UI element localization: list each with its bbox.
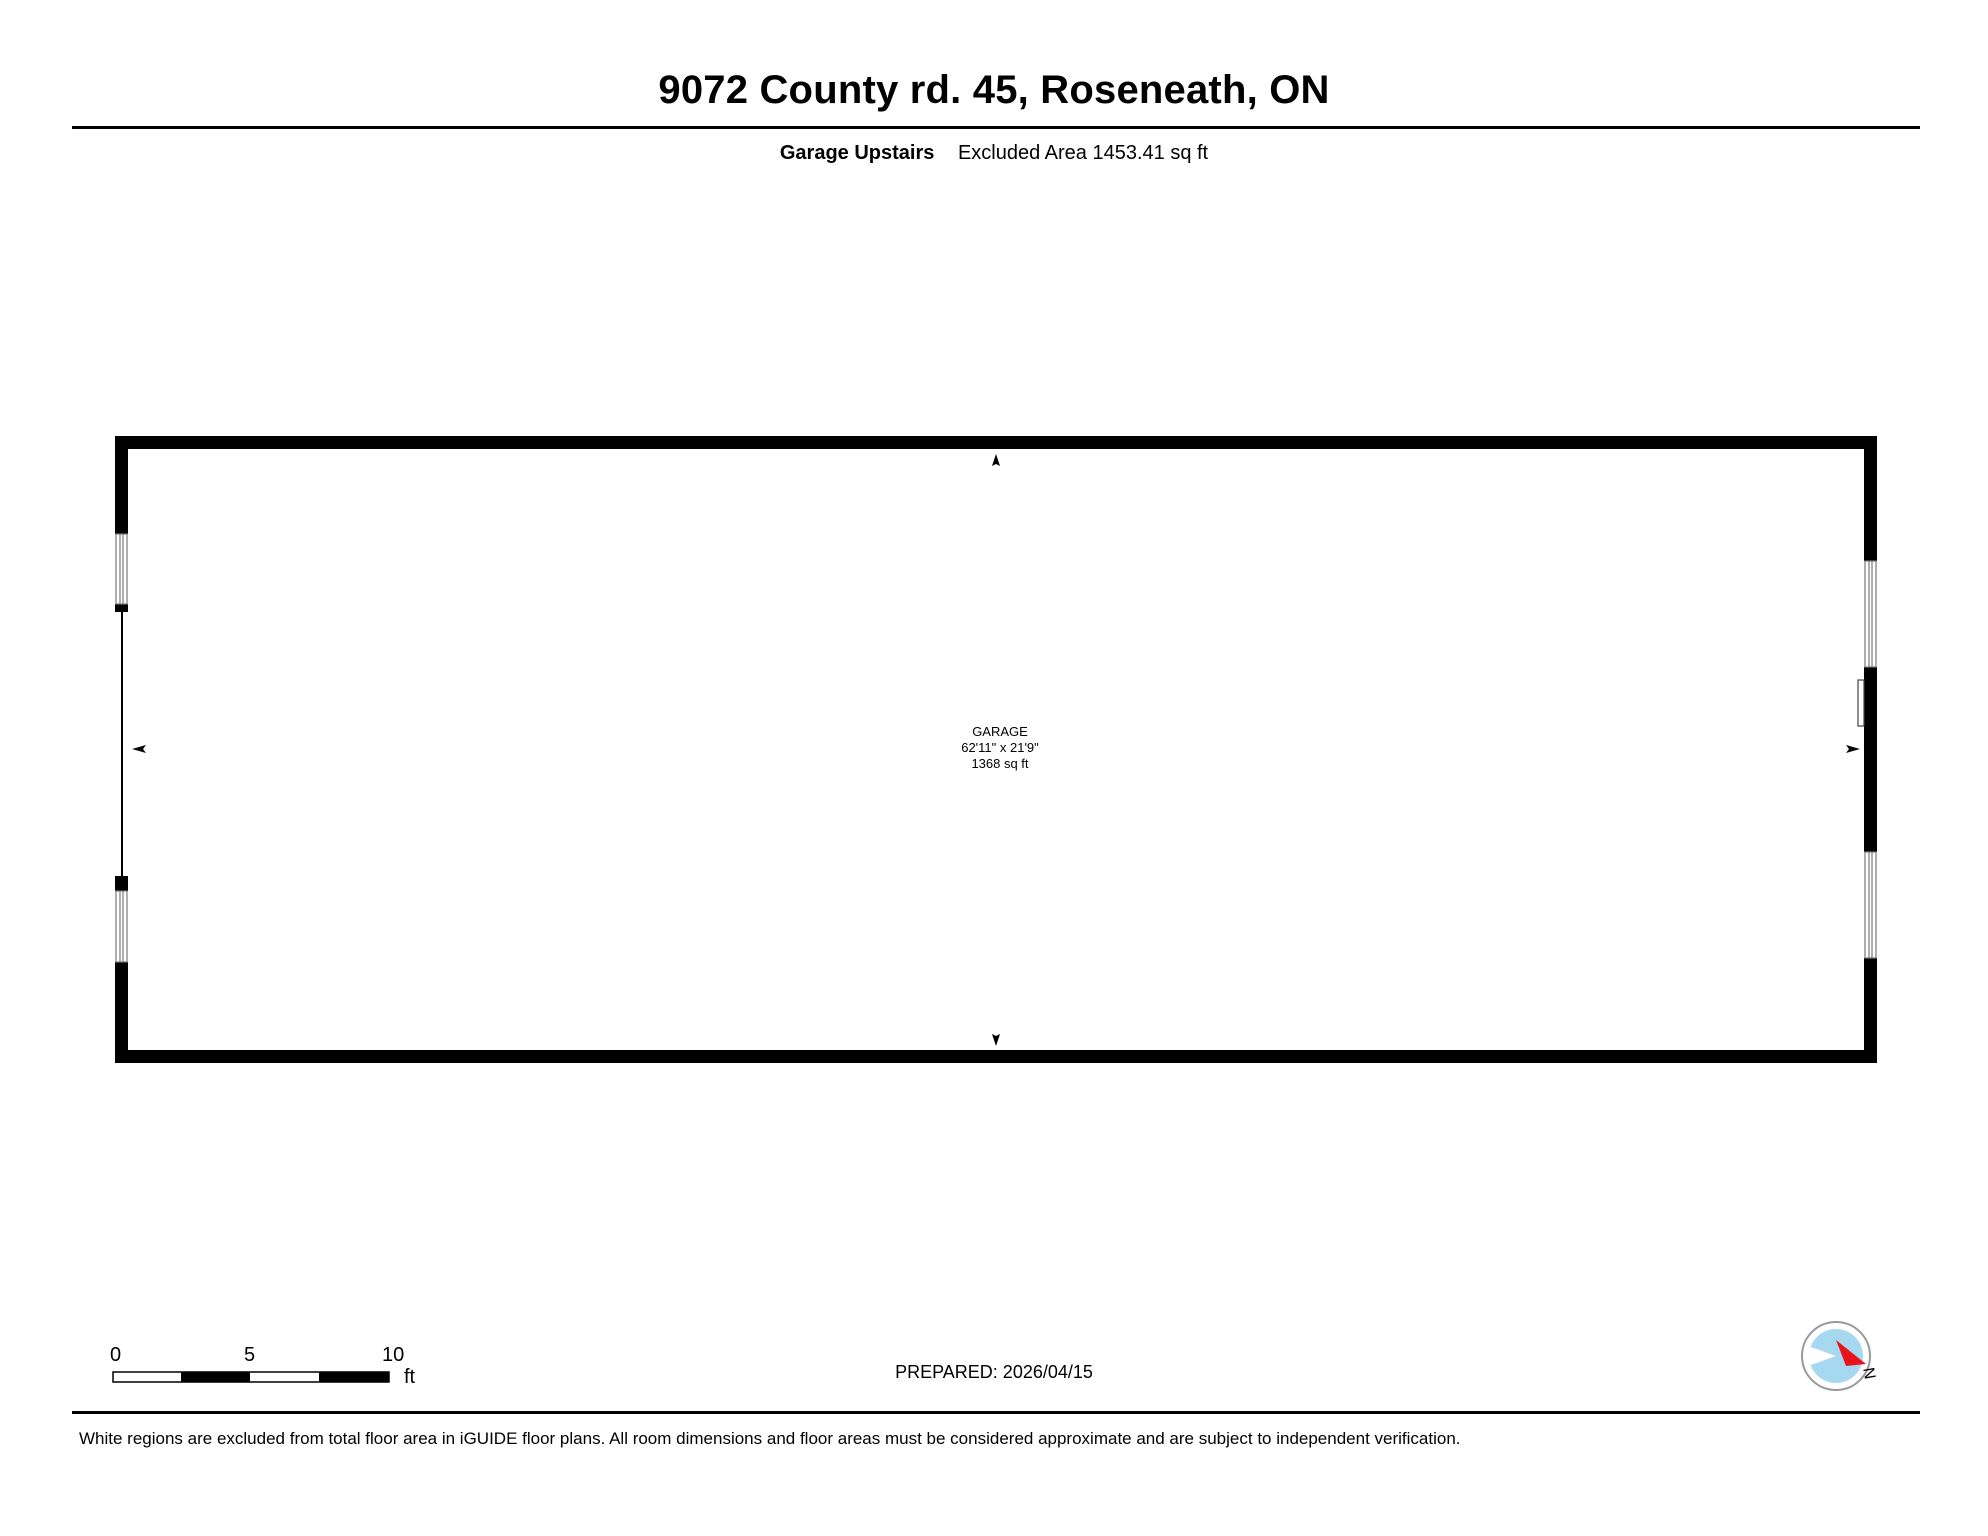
- page-title: 9072 County rd. 45, Roseneath, ON: [658, 68, 1330, 112]
- scale-label-0: 0: [110, 1344, 122, 1366]
- wall-right-lower: [1864, 958, 1877, 1063]
- compass-north-label: N: [1861, 1365, 1880, 1381]
- wall-right-middle: [1864, 667, 1877, 852]
- wall-bottom: [115, 1050, 1877, 1063]
- scale-label-5: 5: [244, 1344, 256, 1366]
- room-name: GARAGE: [972, 724, 1028, 739]
- room-label-garage: [900, 724, 1100, 772]
- wall-left-lower: [115, 962, 128, 1063]
- wall-top: [115, 436, 1877, 449]
- arrow-right: [1846, 745, 1860, 753]
- arrow-left: [132, 745, 146, 753]
- room-area: 1368 sq ft: [971, 756, 1029, 771]
- arrow-up: [992, 454, 1000, 466]
- room-dimensions: 62'11" x 21'9": [961, 740, 1039, 755]
- wall-right-upper: [1864, 436, 1877, 561]
- scale-unit: ft: [404, 1366, 416, 1388]
- arrow-down: [992, 1034, 1000, 1046]
- floor-name: Garage Upstairs: [779, 142, 935, 164]
- prepared-date: PREPARED: 2026/04/15: [895, 1362, 1093, 1382]
- wall-left-stub-upper: [115, 604, 128, 612]
- scale-label-10: 10: [382, 1344, 405, 1366]
- window-left-upper: [116, 534, 127, 604]
- wall-fixture: [1858, 680, 1864, 726]
- disclaimer-text: White regions are excluded from total floor area in iGUIDE floor plans. All room dimensions and floor areas must be considered approximate and are subject to independent verification.: [79, 1429, 1461, 1448]
- window-left-lower: [116, 891, 127, 962]
- window-right-upper: [1865, 561, 1876, 667]
- excluded-area: Excluded Area 1453.41 sq ft: [957, 142, 1209, 164]
- footer-divider: [72, 1411, 1920, 1414]
- window-right-lower: [1865, 852, 1876, 958]
- wall-left-stub-lower: [115, 876, 128, 891]
- wall-left-upper: [115, 436, 128, 534]
